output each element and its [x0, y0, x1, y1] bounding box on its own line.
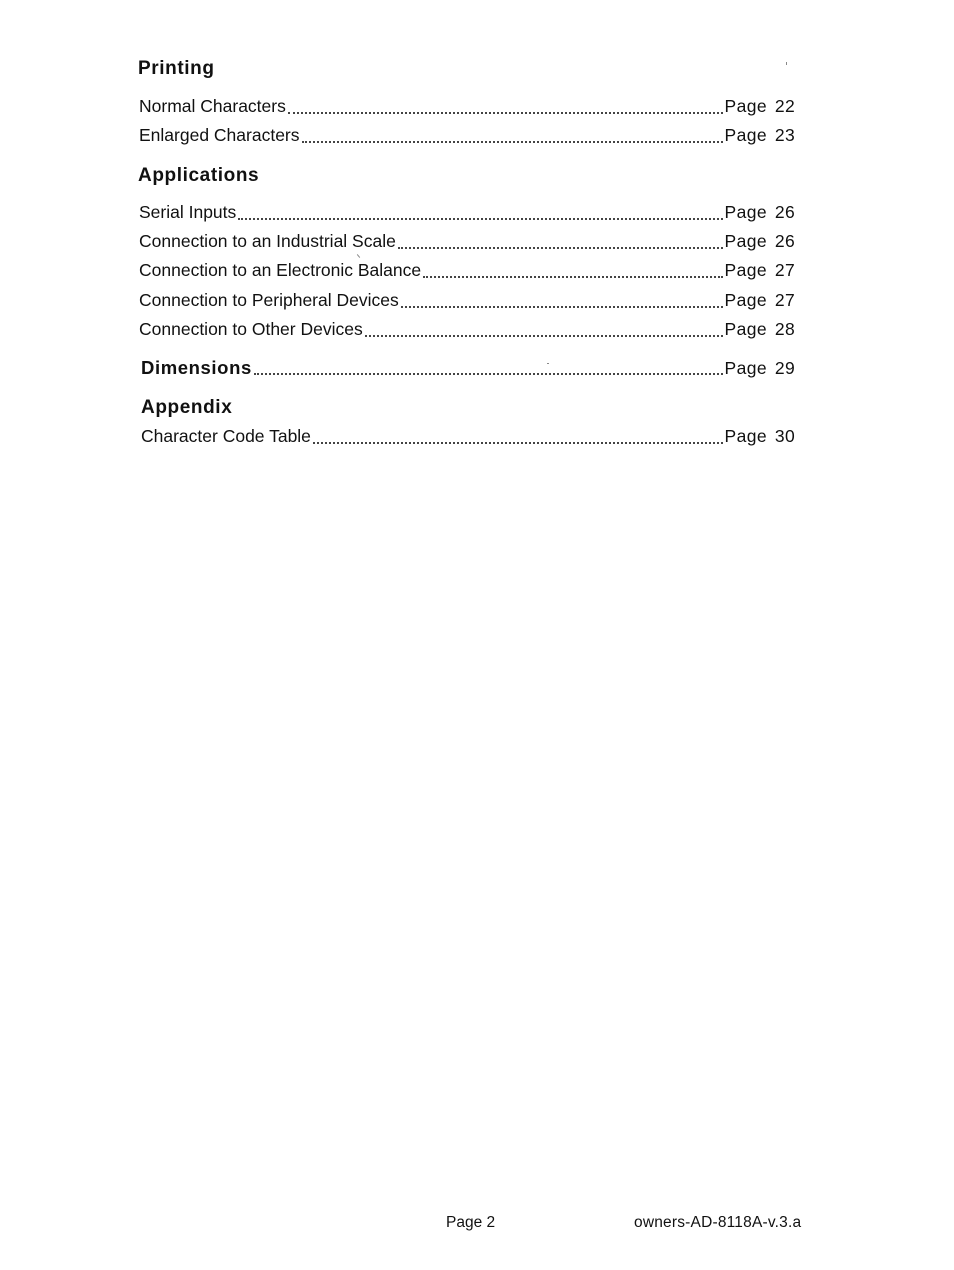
- scan-speck: [786, 62, 787, 65]
- toc-entry-electronic-balance[interactable]: [139, 260, 795, 284]
- toc-page-number: 27: [774, 260, 795, 280]
- toc-entry-industrial-scale[interactable]: [139, 231, 795, 255]
- toc-entry-character-code-table[interactable]: [141, 426, 795, 450]
- toc-entry-normal-characters[interactable]: [139, 96, 795, 120]
- section-title-applications: Applications: [138, 165, 260, 186]
- toc-page-number: 26: [774, 231, 795, 251]
- toc-entry-label: Enlarged Characters: [139, 125, 300, 145]
- toc-entry-label: Character Code Table: [141, 426, 311, 446]
- toc-entry-label: Serial Inputs: [139, 202, 237, 222]
- toc-entry-label: Connection to Other Devices: [139, 319, 363, 339]
- toc-entry-enlarged-characters[interactable]: [139, 125, 795, 149]
- toc-page-word: Page: [724, 96, 767, 116]
- dot-leader: [238, 217, 722, 220]
- toc-entry-label: Normal Characters: [139, 96, 286, 116]
- toc-page-word: Page: [724, 231, 767, 251]
- toc-page-word: Page: [724, 202, 767, 222]
- toc-entry-peripheral-devices[interactable]: [139, 290, 795, 314]
- toc-entry-other-devices[interactable]: [139, 319, 795, 343]
- toc-entry-label: Connection to an Electronic Balance: [139, 260, 422, 280]
- toc-entry-label: Connection to an Industrial Scale: [139, 231, 396, 251]
- toc-entry-dimensions[interactable]: [141, 357, 795, 381]
- dot-leader: [423, 275, 722, 278]
- toc-page-word: Page: [724, 260, 767, 280]
- dot-leader: [302, 140, 723, 143]
- footer-document-id: owners-AD-8118A-v.3.a: [634, 1214, 802, 1231]
- dot-leader: [398, 246, 723, 249]
- footer-page-number: Page 2: [446, 1214, 496, 1231]
- section-title-printing: Printing: [138, 58, 215, 79]
- dot-leader: [313, 441, 723, 444]
- toc-page-number: 23: [774, 125, 795, 145]
- toc-page-word: Page: [724, 290, 767, 310]
- dot-leader: [401, 305, 723, 308]
- scan-speck: [547, 363, 549, 364]
- toc-page-word: Page: [724, 426, 767, 446]
- toc-page-word: Page: [724, 319, 767, 339]
- dot-leader: [288, 111, 723, 114]
- toc-page-word: Page: [724, 358, 767, 378]
- toc-page-number: 26: [774, 202, 795, 222]
- section-title-appendix: Appendix: [141, 397, 233, 418]
- toc-page-word: Page: [724, 125, 767, 145]
- toc-page-number: 28: [774, 319, 795, 339]
- toc-page-number: 27: [774, 290, 795, 310]
- dot-leader: [365, 334, 723, 337]
- section-title-dimensions: Dimensions: [141, 357, 252, 378]
- toc-page-number: 22: [774, 96, 795, 116]
- toc-page-number: 30: [774, 426, 795, 446]
- toc-entry-serial-inputs[interactable]: [139, 202, 795, 226]
- toc-page-number: 29: [774, 358, 795, 378]
- dot-leader: [254, 372, 723, 375]
- toc-entry-label: Connection to Peripheral Devices: [139, 290, 399, 310]
